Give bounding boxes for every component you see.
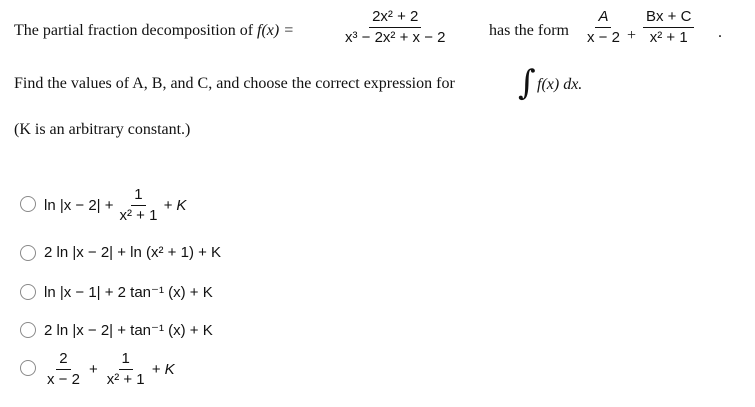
has-form-text: has the form (489, 22, 569, 39)
integral-sign: ∫ (518, 63, 536, 103)
f-denominator: x³ − 2x² + x − 2 (345, 29, 446, 46)
option-1[interactable] (44, 186, 186, 225)
f-fraction (342, 8, 448, 47)
option-5-tail: + K (151, 361, 175, 378)
option-5-frac2-den: x² + 1 (106, 371, 145, 388)
integrand: f(x) dx. (537, 76, 583, 93)
term1-denominator: x − 2 (587, 29, 620, 46)
option-1-lead: ln |x − 2| + (44, 197, 114, 214)
intro-text: The partial fraction decomposition of (14, 22, 254, 39)
option-3-text[interactable]: ln |x − 1| + 2 tan⁻¹ (x) + K (44, 284, 213, 301)
option-4-text[interactable]: 2 ln |x − 2| + tan⁻¹ (x) + K (44, 322, 213, 339)
option-5-plus: + (88, 361, 98, 378)
option-2-text[interactable]: 2 ln |x − 2| + ln (x² + 1) + K (44, 244, 222, 261)
option-5-radio[interactable] (20, 360, 36, 376)
question-intro (14, 22, 294, 40)
term2-fraction (643, 8, 694, 47)
option-1-frac-den: x² + 1 (119, 207, 158, 224)
option-5-frac1-num: 2 (56, 350, 70, 370)
f-numerator: 2x² + 2 (369, 8, 421, 28)
period: . (718, 24, 722, 41)
option-1-tail: + K (163, 197, 187, 214)
option-1-frac-num: 1 (131, 186, 145, 206)
option-2-radio[interactable] (20, 245, 36, 261)
option-4-radio[interactable] (20, 322, 36, 338)
constant-note: (K is an arbitrary constant.) (14, 121, 191, 138)
option-3-radio[interactable] (20, 284, 36, 300)
term2-numerator: Bx + C (643, 8, 694, 28)
plus-sign: + (627, 27, 637, 44)
term1-numerator: A (595, 8, 611, 28)
option-5-frac2-num: 1 (119, 350, 133, 370)
term2-denominator: x² + 1 (649, 29, 688, 46)
term1-fraction (584, 8, 623, 47)
option-5-frac1-den: x − 2 (47, 371, 80, 388)
option-1-radio[interactable] (20, 196, 36, 212)
fx-label: f(x) = (257, 22, 295, 39)
option-5[interactable] (44, 350, 175, 389)
find-text: Find the values of A, B, and C, and choose the correct expression for (14, 75, 455, 92)
